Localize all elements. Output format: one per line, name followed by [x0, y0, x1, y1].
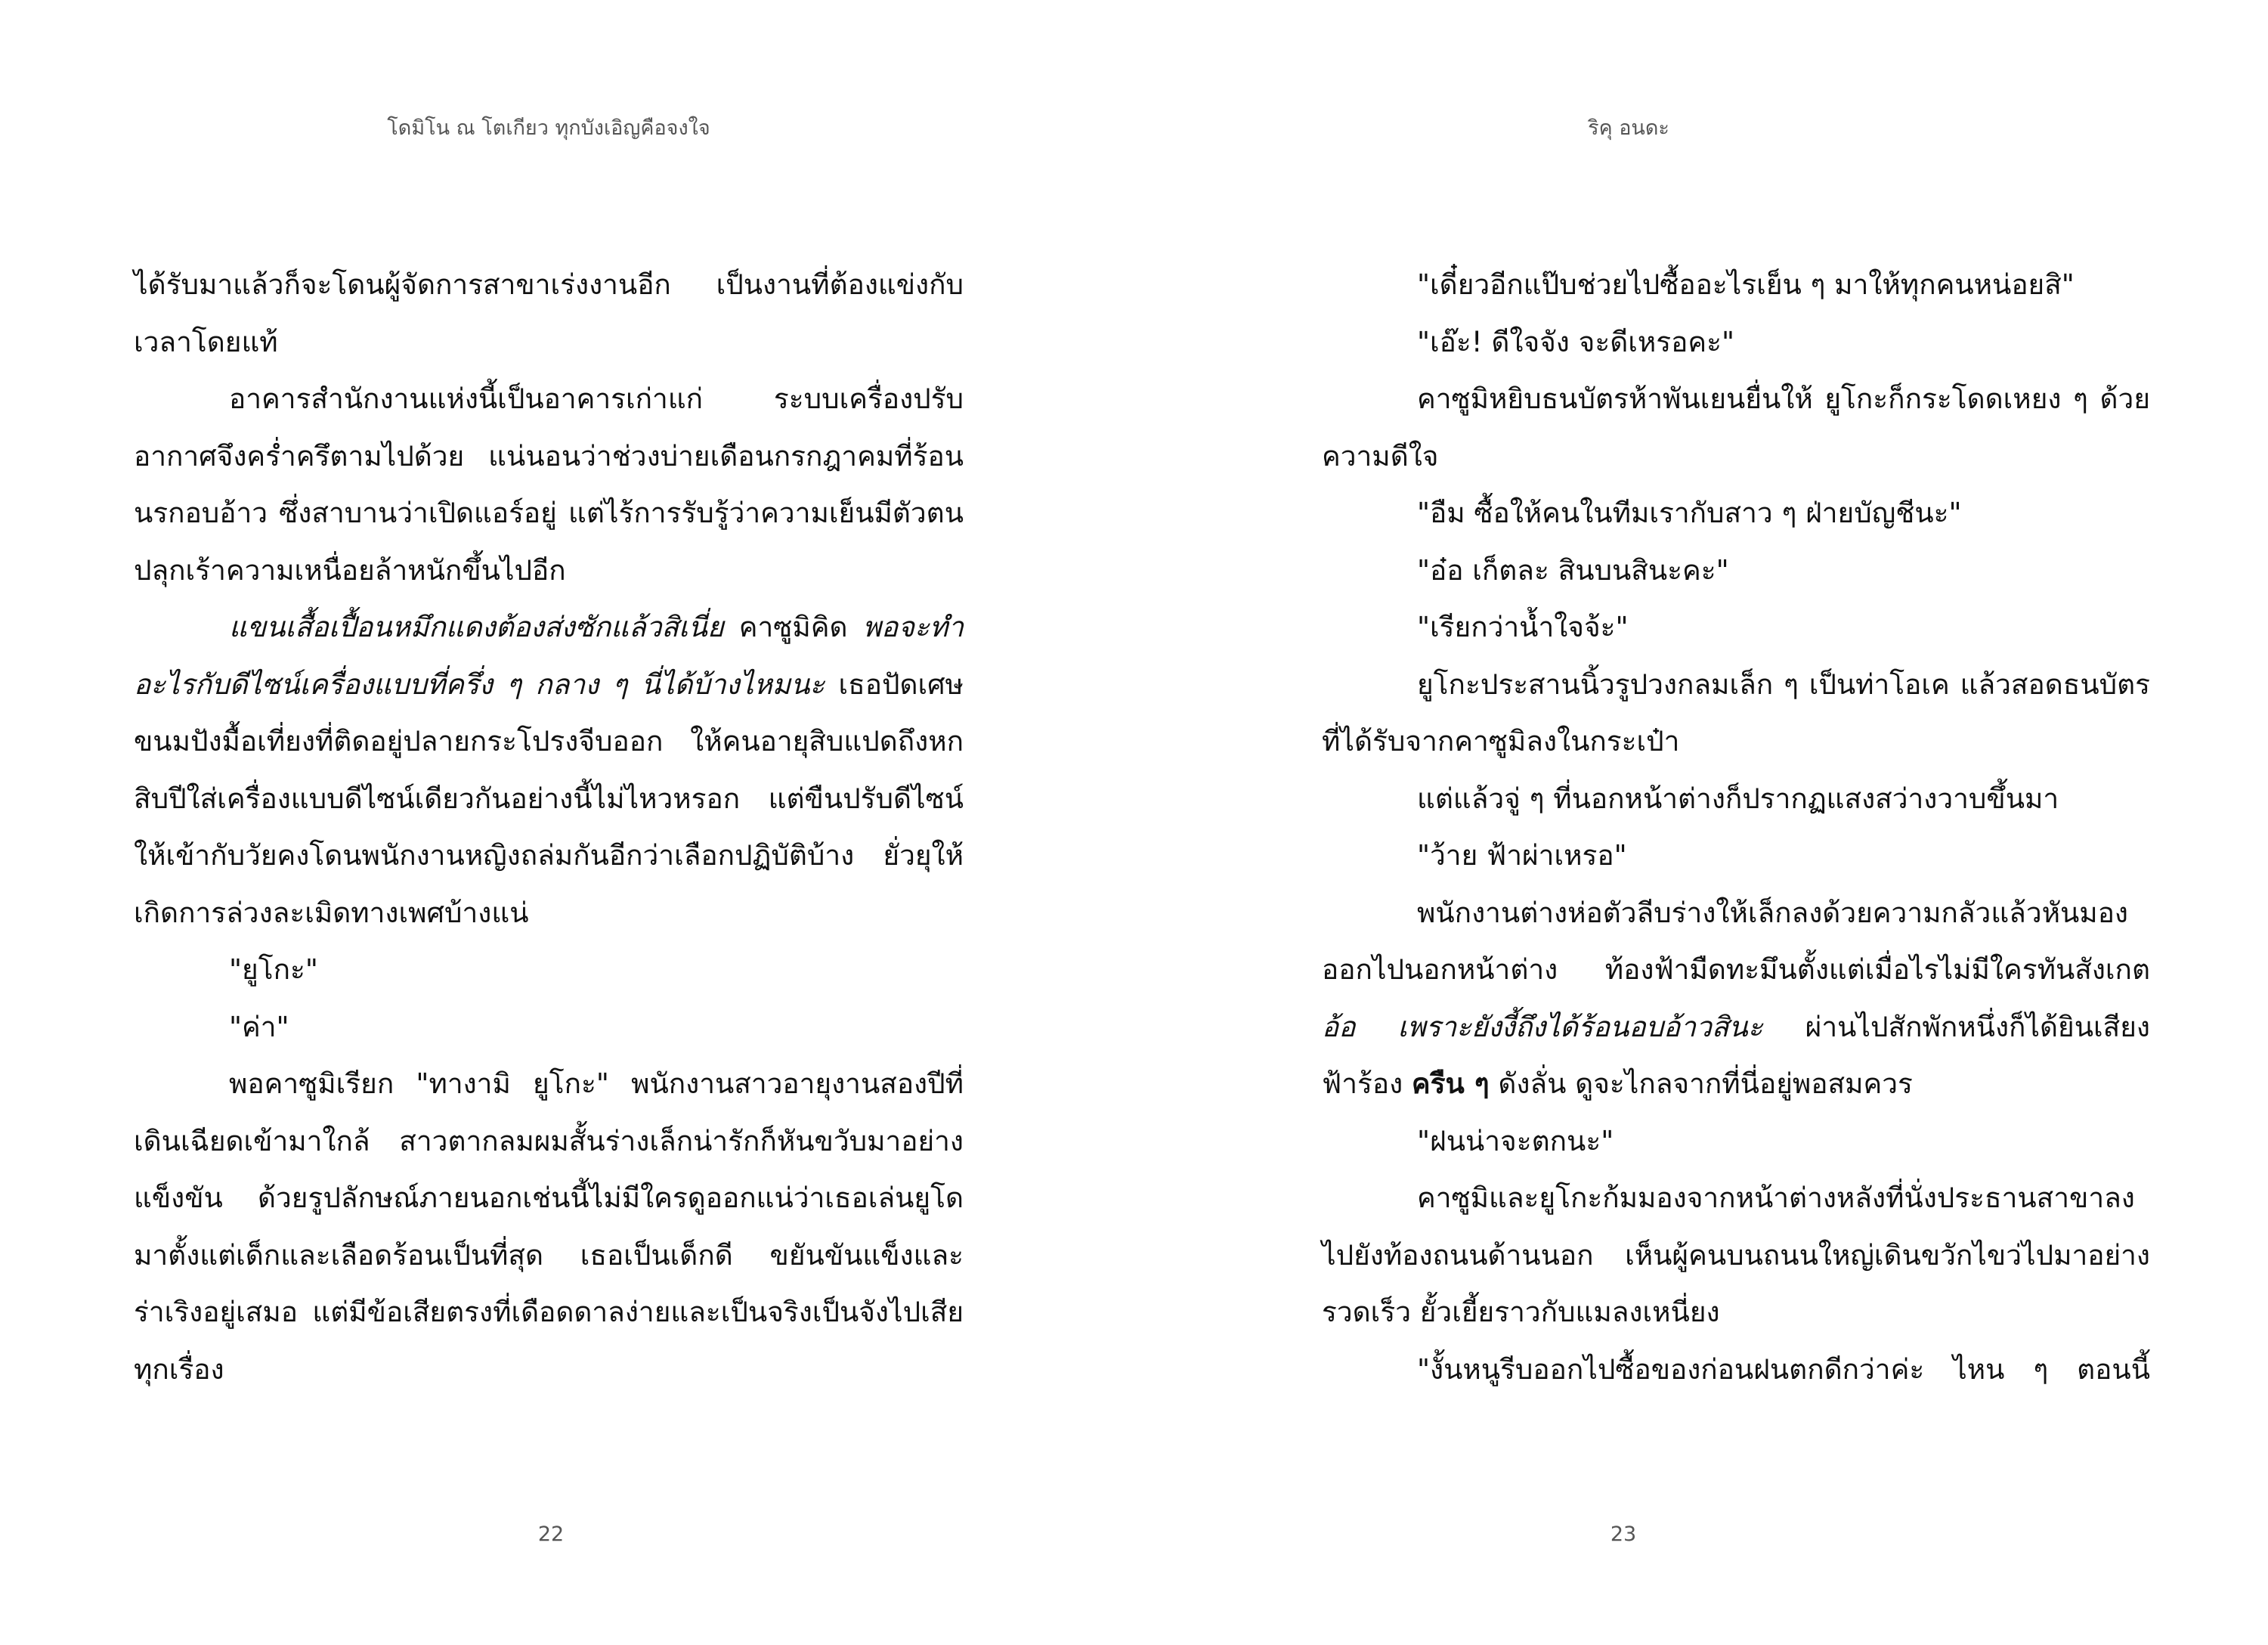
- paragraph: "อืม ซื้อให้คนในทีมเรากับสาว ๆ ฝ่ายบัญชีนะ": [1417, 497, 1962, 529]
- page-number: 23: [1610, 1523, 1637, 1546]
- text-run: คาซูมิคิด: [723, 611, 863, 643]
- page-number: 22: [537, 1523, 565, 1546]
- paragraph: "อ๋อ เก็ตละ สินบนสินะคะ": [1417, 553, 1729, 587]
- paragraph: แต่แล้วจู่ ๆ ที่นอกหน้าต่างก็ปรากฏแสงสว่างวาบขึ้นมา: [1417, 782, 2059, 815]
- running-header-book-title: โดมิโน ณ โตเกียว ทุกบังเอิญคือจงใจ: [387, 116, 710, 140]
- paragraph: "งั้นหนูรีบออกไปซื้อของก่อนฝนตกดีกว่าค่ะ ไหน ๆ ตอนนี้: [1417, 1352, 2150, 1386]
- paragraph: "ยูโกะ": [229, 953, 318, 986]
- right-page-body: [1322, 256, 2150, 1398]
- italic-thought: พอจะทำอะไรกับดีไซน์เครื่องแบบที่ครึ่ง ๆ กลาง ๆ นี่ได้บ้างไหมนะ: [134, 611, 964, 701]
- paragraph: "ว้าย ฟ้าผ่าเหรอ": [1417, 839, 1627, 872]
- paragraph: "เอ๊ะ! ดีใจจัง จะดีเหรอคะ": [1417, 325, 1734, 358]
- right-page: [1134, 0, 2268, 1645]
- text-run: เธอปัดเศษขนมปังมื้อเที่ยงที่ติดอยู่ปลายกระโปรงจีบออก ให้คนอายุสิบแปดถึงหกสิบปีใส่เครื่องแบบดีไซน์เดียวกันอย่างนี้ไม่ไหวหรอก แต่ขืนปรับดีไซน์ให้เข้ากับวัยคงโดนพนักงานหญิงถล่มกันอีกว่าเลือกปฏิบัติบ้าง ยั่วยุให้เกิดการล่วงละเมิดทางเพศบ้างแน่: [134, 668, 964, 929]
- paragraph: [134, 599, 964, 941]
- paragraph: คาซูมิและยูโกะก้มมองจากหน้าต่างหลังที่นั่งประธานสาขาลงไปยังท้องถนนด้านนอก เห็นผู้คนบนถนนใหญ่เดินขวักไขว่ไปมาอย่างรวดเร็ว ยั้วเยี้ยราวกับแมลงเหนี่ยง: [1322, 1182, 2150, 1328]
- paragraph: อาคารสำนักงานแห่งนี้เป็นอาคารเก่าแก่ ระบบเครื่องปรับอากาศจึงคร่ำครึตามไปด้วย แน่นอนว่าช่วงบ่ายเดือนกรกฎาคมที่ร้อนนรกอบอ้าว ซึ่งสาบานว่าเปิดแอร์อยู่ แต่ไร้การรับรู้ว่าความเย็นมีตัวตนปลุกเร้าความเหนื่อยล้าหนักขึ้นไปอีก: [134, 383, 964, 587]
- paragraph: ยูโกะประสานนิ้วรูปวงกลมเล็ก ๆ เป็นท่าโอเค แล้วสอดธนบัตรที่ได้รับจากคาซูมิลงในกระเป๋า: [1322, 668, 2150, 757]
- paragraph: คาซูมิหยิบธนบัตรห้าพันเยนยื่นให้ ยูโกะก็กระโดดเหยง ๆ ด้วยความดีใจ: [1322, 383, 2150, 472]
- italic-thought: แขนเสื้อเปื้อนหมึกแดงต้องส่งซักแล้วสิเนี่ย: [229, 611, 724, 643]
- text-run: พนักงานต่างห่อตัวลีบร่างให้เล็กลงด้วยความกลัวแล้วหันมองออกไปนอกหน้าต่าง ท้องฟ้ามืดทะมึนตั้งแต่เมื่อไรไม่มีใครทันสังเกต: [1322, 896, 2150, 986]
- paragraph: "เดี๋ยวอีกแป๊บช่วยไปซื้ออะไรเย็น ๆ มาให้ทุกคนหน่อยสิ": [1417, 268, 2075, 301]
- paragraph: ได้รับมาแล้วก็จะโดนผู้จัดการสาขาเร่งงานอีก เป็นงานที่ต้องแข่งกับเวลาโดยแท้: [134, 268, 964, 358]
- paragraph: "เรียกว่าน้ำใจจ้ะ": [1417, 611, 1629, 643]
- paragraph: พอคาซูมิเรียก "ทางามิ ยูโกะ" พนักงานสาวอายุงานสองปีที่เดินเฉียดเข้ามาใกล้ สาวตากลมผมสั้นร่างเล็กน่ารักก็หันขวับมาอย่างแข็งขัน ด้วยรูปลักษณ์ภายนอกเช่นนี้ไม่มีใครดูออกแน่ว่าเธอเล่นยูโดมาตั้งแต่เด็กและเลือดร้อนเป็นที่สุด เธอเป็นเด็กดี ขยันขันแข็งและร่าเริงอยู่เสมอ แต่มีข้อเสียตรงที่เดือดดาลง่ายและเป็นจริงเป็นจังไปเสียทุกเรื่อง: [134, 1067, 964, 1386]
- paragraph: "ฝนน่าจะตกนะ": [1417, 1124, 1614, 1157]
- text-run: ผ่านไปสักพักหนึ่งก็ได้ยินเสียงฟ้าร้อง: [1322, 1010, 2150, 1100]
- text-run: ดังลั่น ดูจะไกลจากที่นี่อยู่พอสมควร: [1489, 1067, 1913, 1100]
- bold-sound-effect: ครืน ๆ: [1411, 1067, 1490, 1100]
- paragraph: [1322, 884, 2150, 1113]
- paragraph: "ค่า": [229, 1010, 289, 1043]
- left-page-body: [134, 256, 964, 1398]
- italic-thought: อ้อ เพราะยังงี้ถึงได้ร้อนอบอ้าวสินะ: [1322, 1010, 1763, 1043]
- running-header-author: ริคุ อนดะ: [1588, 116, 1669, 140]
